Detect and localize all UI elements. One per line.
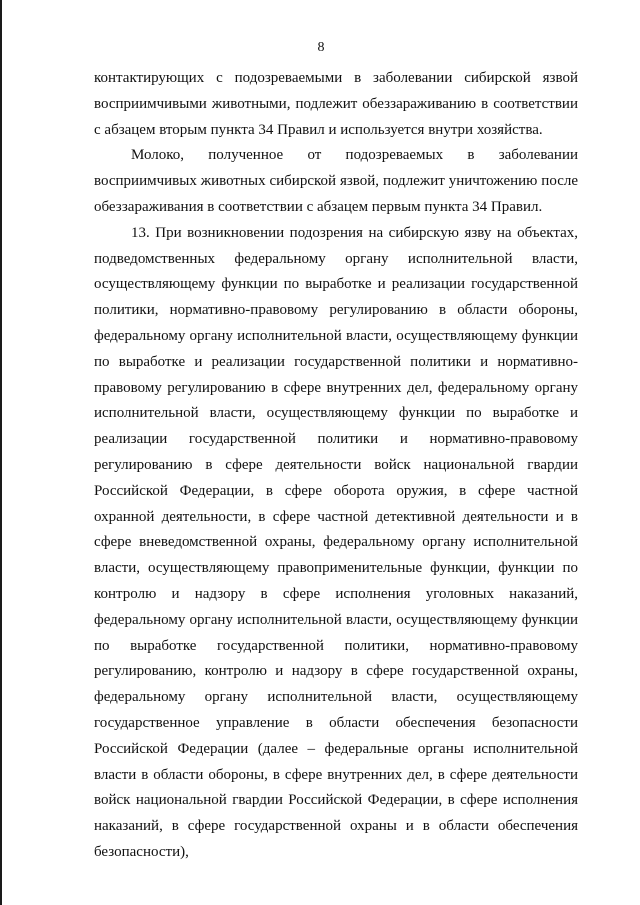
- page-number: 8: [317, 40, 325, 55]
- body-text: [94, 66, 578, 866]
- paragraph-item-13: 13. При возникновении подозрения на сибирскую язву на объектах, подведомственных федеральному органу исполнительной власти, осуществляющему функции по выработке и реализации государственной политики, нормативно-правовому регулированию в области обороны, федеральному органу исполнительной власти, осуществляющему функции по выработке и реализации государственной политики и нормативно-правовому регулированию в сфере внутренних дел, федеральному органу исполнительной власти, осуществляющему функции по выработке и реализации государственной политики и нормативно-правовому регулированию в сфере деятельности войск национальной гвардии Российской Федерации, в сфере оборота оружия, в сфере частной охранной деятельности, в сфере частной детективной деятельности и в сфере вневедомственной охраны, федеральному органу исполнительной власти, осуществляющему правоприменительные функции, функции по контролю и надзору в сфере исполнения уголовных наказаний, федеральному органу исполнительной власти, осуществляющему функции по выработке государственной политики, нормативно-правовому регулированию, контролю и надзору в сфере государственной охраны, федеральному органу исполнительной власти, осуществляющему государственное управление в области обеспечения безопасности Российской Федерации (далее – федеральные органы исполнительной власти в области обороны, в сфере внутренних дел, в сфере деятельности войск национальной гвардии Российской Федерации, в сфере исполнения наказаний, в сфере государственной охраны и в области обеспечения безопасности),: [94, 224, 578, 860]
- paragraph-continuation: контактирующих с подозреваемыми в заболевании сибирской язвой восприимчивыми животными, подлежит обеззараживанию в соответствии с абзацем вторым пункта 34 Правил и используется внутри хозяйства.: [94, 70, 578, 138]
- paragraph-milk: Молоко, полученное от подозреваемых в заболевании восприимчивых животных сибирской язвой, подлежит уничтожению после обеззараживания в соответствии с абзацем первым пункта 34 Правил.: [94, 147, 578, 215]
